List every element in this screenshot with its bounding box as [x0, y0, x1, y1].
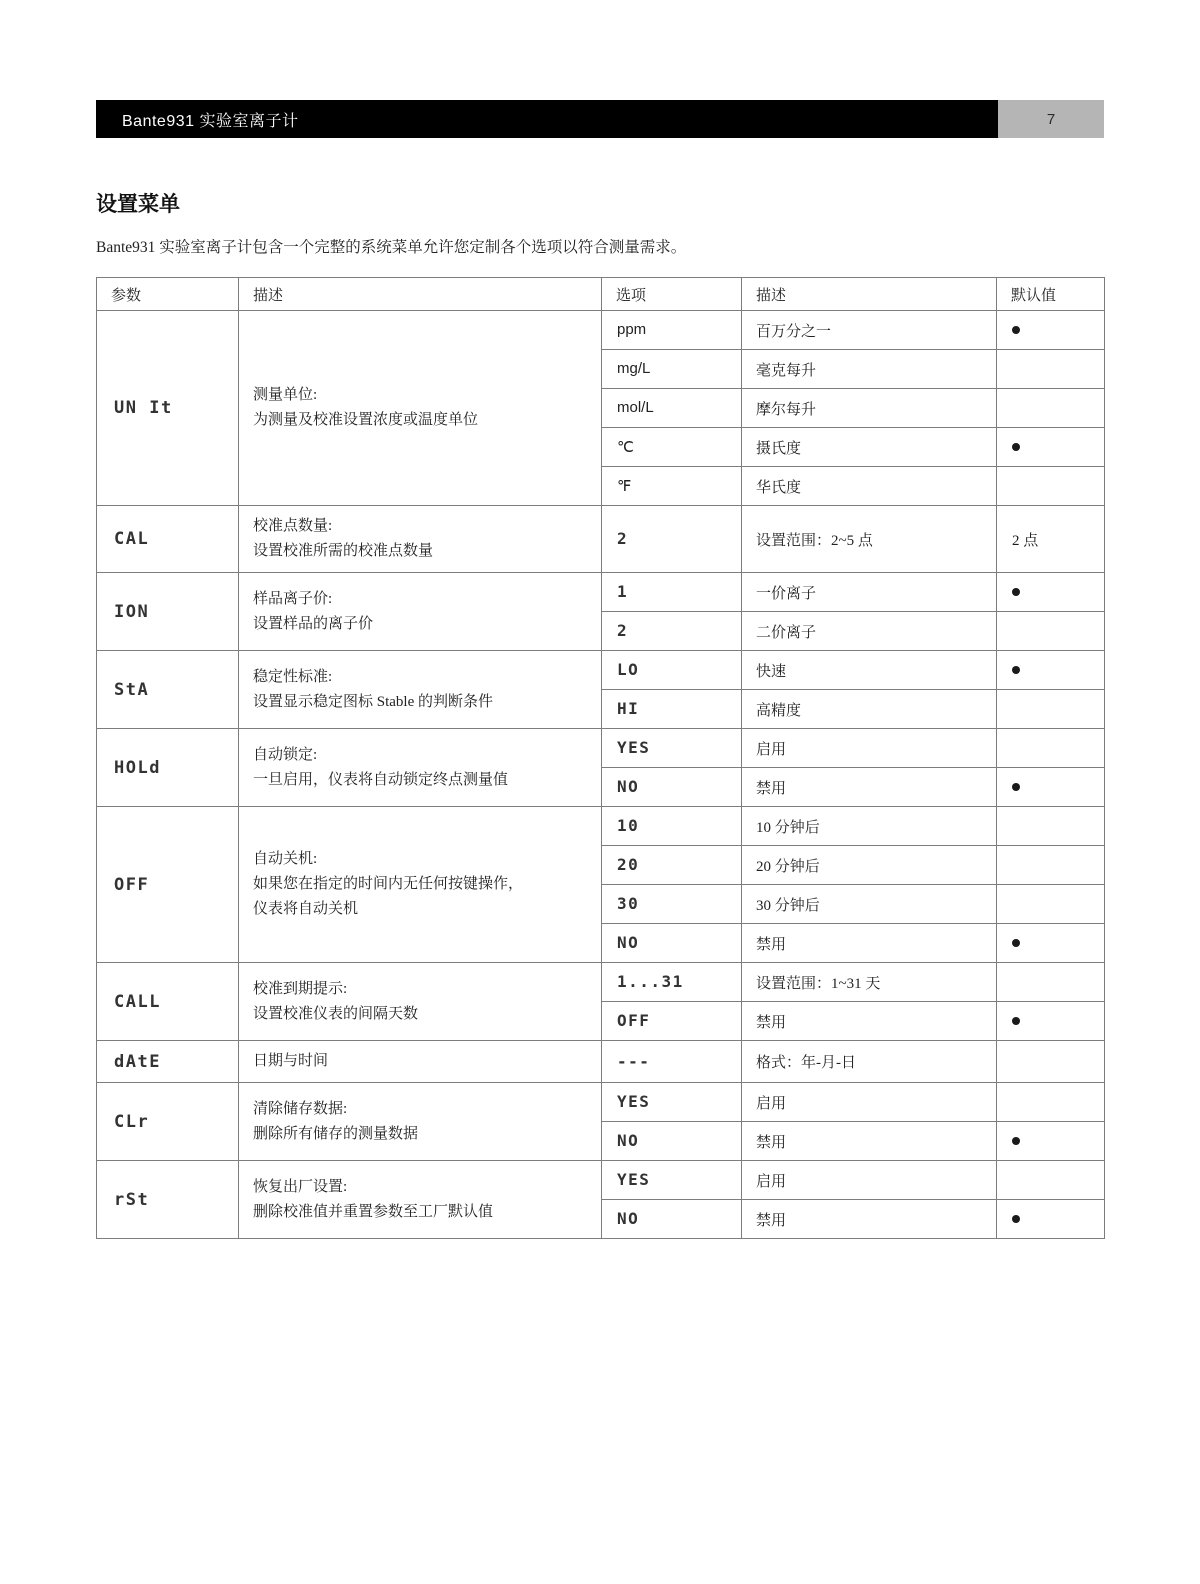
col-header-description: 描述 — [239, 278, 602, 311]
description-line: 测量单位: — [253, 387, 318, 403]
param-description-cell — [239, 807, 602, 963]
default-cell — [997, 963, 1105, 1002]
param-cell — [97, 311, 239, 506]
option-value-cell — [602, 389, 742, 428]
option-description-cell: 设置范围：1~31 天 — [742, 963, 997, 1002]
param-description-cell — [239, 1083, 602, 1161]
table-row — [97, 1083, 1105, 1122]
option-value-cell — [602, 768, 742, 807]
col-header-option-desc: 描述 — [742, 278, 997, 311]
option-value-cell — [602, 350, 742, 389]
param-lcd-label: ION — [114, 601, 150, 622]
default-cell — [997, 311, 1105, 350]
option-description-cell: 10 分钟后 — [742, 807, 997, 846]
description-line: 自动关机: — [253, 851, 318, 867]
default-cell — [997, 1041, 1105, 1083]
option-value-cell — [602, 1200, 742, 1239]
description-line: 一旦启用，仪表将自动锁定终点测量值 — [253, 771, 509, 788]
option-value-cell — [602, 1083, 742, 1122]
param-cell — [97, 1083, 239, 1161]
option-description-cell: 禁用 — [742, 1200, 997, 1239]
option-description-cell: 启用 — [742, 1161, 997, 1200]
option-lcd-value: NO — [617, 1209, 640, 1228]
default-cell — [997, 690, 1105, 729]
option-lcd-value: NO — [617, 777, 640, 796]
intro-text: Bante931 实验室离子计包含一个完整的系统菜单允许您定制各个选项以符合测量需求。 — [96, 239, 687, 256]
param-lcd-label: HOLd — [114, 757, 161, 778]
description-line: 校准点数量: — [253, 518, 333, 534]
description-line: 设置显示稳定图标 Stable 的判断条件 — [253, 693, 493, 710]
option-value-cell — [602, 651, 742, 690]
option-value: ppm — [617, 321, 647, 338]
table-row — [97, 807, 1105, 846]
description-line: 删除所有储存的测量数据 — [253, 1125, 419, 1142]
option-description-cell: 启用 — [742, 729, 997, 768]
param-lcd-label: rSt — [114, 1189, 150, 1210]
option-lcd-value: YES — [617, 1092, 651, 1111]
option-description-cell: 设置范围：2~5 点 — [742, 506, 997, 573]
default-cell — [997, 651, 1105, 690]
option-value-cell — [602, 573, 742, 612]
option-value-cell — [602, 506, 742, 573]
table-row — [97, 1041, 1105, 1083]
option-value-cell — [602, 924, 742, 963]
default-cell — [997, 885, 1105, 924]
option-value-cell — [602, 467, 742, 506]
option-lcd-value: NO — [617, 1131, 640, 1150]
option-description-cell: 华氏度 — [742, 467, 997, 506]
description-line: 稳定性标准: — [253, 668, 333, 685]
default-cell — [997, 1200, 1105, 1239]
option-value: mol/L — [617, 399, 654, 416]
param-description-cell — [239, 1161, 602, 1239]
col-header-parameter: 参数 — [97, 278, 239, 311]
option-lcd-value: 2 — [617, 621, 629, 640]
option-lcd-value: NO — [617, 933, 640, 952]
default-dot — [1012, 326, 1020, 334]
option-value-cell — [602, 1041, 742, 1083]
description-line: 设置样品的离子价 — [253, 615, 374, 632]
table-header-row — [97, 278, 1105, 311]
option-value-cell — [602, 1002, 742, 1041]
default-cell — [997, 1122, 1105, 1161]
option-value-cell — [602, 311, 742, 350]
option-value-cell — [602, 1122, 742, 1161]
option-description-cell: 快速 — [742, 651, 997, 690]
table-row — [97, 506, 1105, 573]
option-description-cell: 摩尔每升 — [742, 389, 997, 428]
option-description-cell: 禁用 — [742, 1002, 997, 1041]
option-description-cell: 禁用 — [742, 1122, 997, 1161]
option-value-cell — [602, 846, 742, 885]
option-lcd-value: 1...31 — [617, 972, 684, 991]
description-line: 恢复出厂设置: — [253, 1178, 348, 1195]
default-cell — [997, 807, 1105, 846]
param-description-cell — [239, 573, 602, 651]
option-value-cell — [602, 729, 742, 768]
settings-menu-table — [96, 277, 1105, 1239]
param-lcd-label: StA — [114, 679, 150, 700]
param-cell — [97, 807, 239, 963]
description-line: 如果您在指定的时间内无任何按键操作， — [253, 876, 524, 892]
section-title: 设置菜单 — [96, 192, 180, 216]
option-value-cell — [602, 612, 742, 651]
col-header-default: 默认值 — [997, 278, 1105, 311]
option-lcd-value: 2 — [617, 529, 629, 548]
param-description-cell — [239, 1041, 602, 1083]
default-cell — [997, 846, 1105, 885]
param-cell — [97, 729, 239, 807]
default-cell — [997, 1161, 1105, 1200]
default-cell — [997, 729, 1105, 768]
option-lcd-value: 20 — [617, 855, 640, 874]
option-value: ℉ — [617, 477, 632, 495]
description-line: 自动锁定: — [253, 746, 318, 763]
manual-page — [96, 100, 1104, 1239]
option-value: mg/L — [617, 360, 651, 377]
table-row — [97, 963, 1105, 1002]
option-lcd-value: 10 — [617, 816, 640, 835]
default-cell — [997, 1002, 1105, 1041]
option-description-cell: 一价离子 — [742, 573, 997, 612]
default-dot — [1012, 939, 1020, 947]
page-number: 7 — [998, 100, 1104, 138]
option-value-cell — [602, 963, 742, 1002]
param-description-cell — [239, 963, 602, 1041]
default-dot — [1012, 783, 1020, 791]
param-cell — [97, 963, 239, 1041]
description-line: 删除校准值并重置参数至工厂默认值 — [253, 1203, 494, 1220]
option-description-cell: 百万分之一 — [742, 311, 997, 350]
table-row — [97, 311, 1105, 350]
option-lcd-value: 30 — [617, 894, 640, 913]
option-description-cell: 30 分钟后 — [742, 885, 997, 924]
option-description-cell: 摄氏度 — [742, 428, 997, 467]
option-value-cell — [602, 690, 742, 729]
param-cell — [97, 651, 239, 729]
param-description-cell — [239, 729, 602, 807]
default-cell — [997, 467, 1105, 506]
param-cell — [97, 1161, 239, 1239]
param-description-cell — [239, 311, 602, 506]
param-lcd-label: CAL — [114, 529, 150, 549]
default-dot — [1012, 1137, 1020, 1145]
param-lcd-label: UN It — [114, 398, 173, 418]
option-description-cell: 禁用 — [742, 768, 997, 807]
option-description-cell: 禁用 — [742, 924, 997, 963]
option-description-cell: 高精度 — [742, 690, 997, 729]
description-line: 为测量及校准设置浓度或温度单位 — [253, 412, 479, 428]
default-dot — [1012, 588, 1020, 596]
option-lcd-value: --- — [617, 1051, 651, 1071]
default-cell — [997, 389, 1105, 428]
default-cell — [997, 428, 1105, 467]
col-header-option: 选项 — [602, 278, 742, 311]
option-description-cell: 格式：年-月-日 — [742, 1041, 997, 1083]
default-cell — [997, 1083, 1105, 1122]
header-bar — [96, 100, 998, 138]
option-description-cell: 二价离子 — [742, 612, 997, 651]
option-value-cell — [602, 885, 742, 924]
default-dot — [1012, 443, 1020, 451]
description-line: 校准到期提示: — [253, 980, 348, 997]
option-lcd-value: HI — [617, 699, 640, 718]
default-cell — [997, 924, 1105, 963]
option-lcd-value: OFF — [617, 1011, 651, 1030]
option-value-cell — [602, 1161, 742, 1200]
option-value: ℃ — [617, 438, 634, 456]
default-cell: 2 点 — [997, 506, 1105, 573]
description-line: 设置校准仪表的间隔天数 — [253, 1005, 419, 1022]
param-cell — [97, 573, 239, 651]
default-cell — [997, 768, 1105, 807]
param-lcd-label: CLr — [114, 1111, 150, 1132]
default-cell — [997, 573, 1105, 612]
option-description-cell: 毫克每升 — [742, 350, 997, 389]
param-description-cell — [239, 651, 602, 729]
option-lcd-value: LO — [617, 660, 640, 679]
table-row — [97, 573, 1105, 612]
param-cell — [97, 506, 239, 573]
param-lcd-label: OFF — [114, 874, 150, 895]
header-title: Bante931 实验室离子计 — [122, 112, 299, 130]
table-row — [97, 651, 1105, 690]
description-line: 样品离子价: — [253, 590, 333, 607]
param-description-cell — [239, 506, 602, 573]
description-line: 设置校准所需的校准点数量 — [253, 543, 434, 559]
param-cell — [97, 1041, 239, 1083]
description-line: 日期与时间 — [253, 1053, 329, 1069]
default-dot — [1012, 666, 1020, 674]
option-description-cell: 20 分钟后 — [742, 846, 997, 885]
table-row — [97, 1161, 1105, 1200]
param-lcd-label: dAtE — [114, 1051, 161, 1072]
option-lcd-value: YES — [617, 738, 651, 757]
option-lcd-value: YES — [617, 1170, 651, 1189]
default-dot — [1012, 1017, 1020, 1025]
option-value-cell — [602, 428, 742, 467]
option-lcd-value: 1 — [617, 582, 629, 601]
description-line: 仪表将自动关机 — [253, 901, 359, 917]
param-lcd-label: CALL — [114, 991, 161, 1012]
page-header — [96, 100, 1104, 138]
default-dot — [1012, 1215, 1020, 1223]
default-cell — [997, 612, 1105, 651]
default-cell — [997, 350, 1105, 389]
option-value-cell — [602, 807, 742, 846]
table-row — [97, 729, 1105, 768]
description-line: 清除储存数据: — [253, 1100, 348, 1117]
option-description-cell: 启用 — [742, 1083, 997, 1122]
